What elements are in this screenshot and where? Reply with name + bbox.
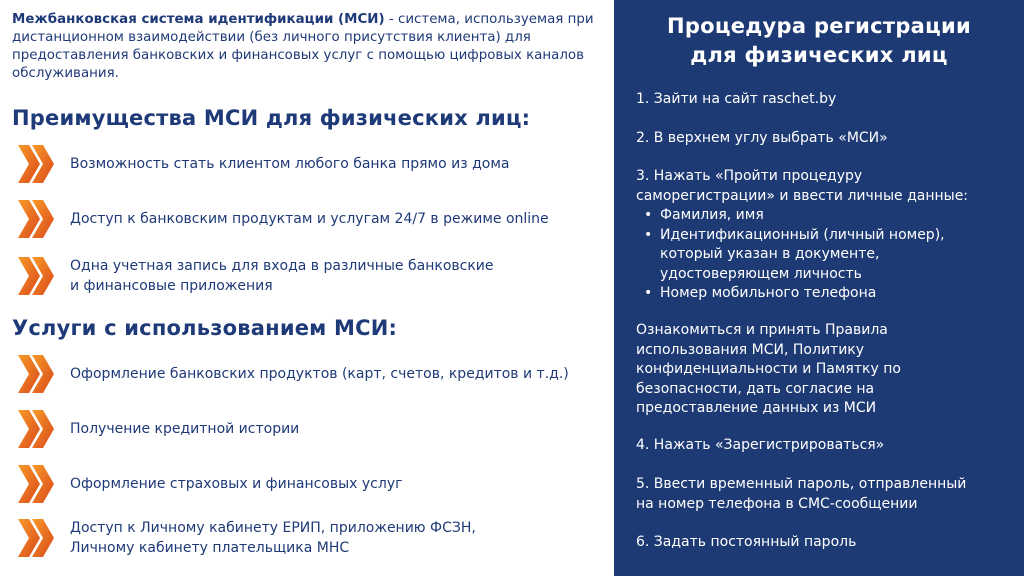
step-3 <box>636 167 1021 206</box>
registration-title-line: для физических лиц <box>690 43 948 67</box>
agreement-line: конфиденциальности и Памятку по <box>636 361 901 377</box>
step-5-line: на номер телефона в СМС-сообщении <box>636 495 918 512</box>
services-heading: Услуги с использованием МСИ: <box>12 316 398 340</box>
service-item <box>0 352 614 396</box>
step-6: 6. Задать постоянный пароль <box>636 534 857 550</box>
intro-text: - система, используемая при дистанционном взаимодействии (без личного присутствия клиента) для предоставления банковских и финансовых услуг с помощью цифровых каналов обслуживания. <box>12 12 594 81</box>
double-chevron-icon <box>18 519 58 557</box>
service-line: Личному кабинету плательщика МНС <box>70 540 350 556</box>
double-chevron-icon <box>18 465 58 503</box>
service-text <box>70 364 610 384</box>
bullet: • <box>644 285 653 301</box>
registration-title <box>614 12 1024 70</box>
advantage-item <box>0 197 614 241</box>
service-item <box>0 462 614 506</box>
registration-title-line: Процедура регистрации <box>666 14 972 38</box>
advantage-item <box>0 142 614 186</box>
personal-data-text: Фамилия, имя <box>660 207 764 223</box>
step-4: 4. Нажать «Зарегистрироваться» <box>636 437 885 453</box>
double-chevron-icon <box>18 145 58 183</box>
personal-data-line: который указан в документе, <box>660 246 880 262</box>
advantage-item <box>0 254 614 298</box>
service-text <box>70 518 610 558</box>
agreement-paragraph <box>636 321 1021 419</box>
personal-data-text <box>660 226 1015 285</box>
advantages-heading: Преимущества МСИ для физических лиц: <box>12 106 531 130</box>
service-item <box>0 518 614 562</box>
service-text <box>70 474 610 494</box>
step-2: 2. В верхнем углу выбрать «МСИ» <box>636 130 888 146</box>
double-chevron-icon <box>18 200 58 238</box>
service-text <box>70 419 610 439</box>
step-3-line: саморегистрации» и ввести личные данные: <box>636 187 969 204</box>
advantage-text <box>70 256 610 296</box>
personal-data-line: удостоверяющем личность <box>660 265 862 282</box>
step-1: 1. Зайти на сайт raschet.by <box>636 91 837 107</box>
step-3-line: 3. Нажать «Пройти процедуру <box>636 168 863 184</box>
personal-data-text: Номер мобильного телефона <box>660 285 877 301</box>
intro-bold: Межбанковская система идентификации (МСИ) <box>12 12 385 27</box>
service-line: Оформление банковских продуктов (карт, счетов, кредитов и т.д.) <box>70 366 569 382</box>
agreement-line: использования МСИ, Политику <box>636 341 865 358</box>
agreement-line: безопасности, дать согласие на <box>636 380 875 397</box>
advantage-line: и финансовые приложения <box>70 278 273 294</box>
intro-paragraph <box>12 11 602 83</box>
service-line: Оформление страховых и финансовых услуг <box>70 476 403 492</box>
bullet: • <box>644 226 653 243</box>
advantage-text <box>70 154 610 174</box>
agreement-line: предоставление данных из МСИ <box>636 400 877 416</box>
advantage-text <box>70 209 610 229</box>
advantage-line: Возможность стать клиентом любого банка прямо из дома <box>70 156 510 172</box>
service-item <box>0 407 614 451</box>
double-chevron-icon <box>18 257 58 295</box>
agreement-line: Ознакомиться и принять Правила <box>636 322 888 338</box>
double-chevron-icon <box>18 355 58 393</box>
step-5-line: 5. Ввести временный пароль, отправленный <box>636 476 967 492</box>
service-line: Получение кредитной истории <box>70 421 300 437</box>
registration-panel <box>614 0 1024 576</box>
double-chevron-icon <box>18 410 58 448</box>
advantage-line: Одна учетная запись для входа в различные банковские <box>70 258 494 274</box>
personal-data-line: Идентификационный (личный номер), <box>660 226 945 243</box>
advantage-line: Доступ к банковским продуктам и услугам 24/7 в режиме online <box>70 211 549 227</box>
service-line: Доступ к Личному кабинету ЕРИП, приложению ФСЗН, <box>70 520 476 536</box>
bullet: • <box>644 207 653 223</box>
step-5 <box>636 475 1021 514</box>
